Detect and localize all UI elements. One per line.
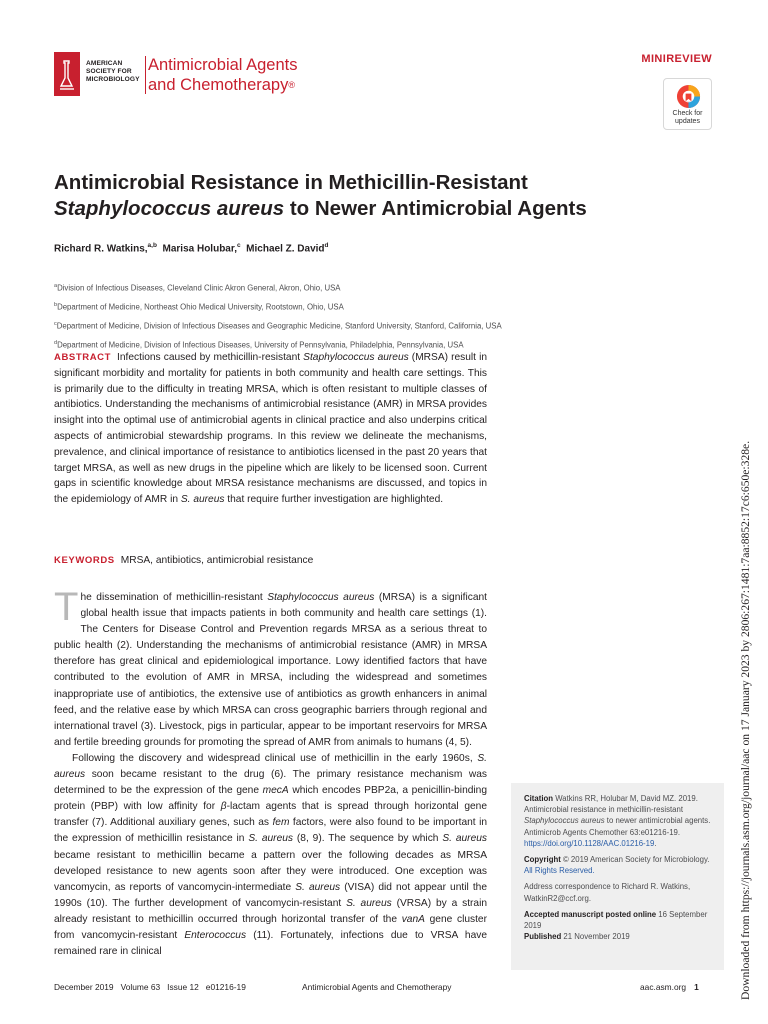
- check-updates-line-1: Check for: [672, 110, 703, 117]
- affiliation-item: $^c$Department of Medicine, Division of Infectious Diseases and Geographic Medicine, Stanford University, Stanford, California, USA: [54, 321, 502, 331]
- body-paragraph-1: The dissemination of methicillin-resistant Staphylococcus aureus (MRSA) is a significant global health issue that impacts patients in both community and health care settings (1). The Centers for Disease Control and Prevention regards MRSA as a serious threat to public health (2). Understanding the mechanisms of antimicrobial resistance (AMR) in MRSA therefore has great clinical and epidemiological importance. Lowy identified factors that have contributed to the evolution of AMR in MRSA, including the widespread and sometimes inappropriate use of antibiotics, the extensive use of antibiotics as growth enhancers in animal feed, and the relative ease by which MRSA can cross geographic barriers through regional and international travel (3). Livestock, pigs in particular, appear to be important reservoirs for MRSA and fertile breeding grounds for promoting the spread of AMR from animals to humans (4, 5).: [54, 585, 487, 748]
- journal-name-line-2: and Chemotherapy: [148, 76, 289, 94]
- published-date: Published 21 November 2019: [524, 932, 630, 942]
- footer-issue-info: December 2019 Volume 63 Issue 12 e01216-19: [54, 982, 246, 992]
- abstract: ABSTRACT Infections caused by methicillin-resistant Staphylococcus aureus (MRSA) result in significant morbidity and mortality for patients in both community and health care settings. This is primarily due to the difficulty in treating MRSA, which is often resistant to multiple classes of antibiotics. Understanding the mechanisms of antimicrobial resistance (AMR) in MRSA provides insight into the optimal use of antimicrobial agents in clinical practice and also underpins critical aspects of antimicrobial stewardship programs. In this review we delineate the mechanisms, prevalence, and clinical importance of resistance to antibiotics licensed in the past 20 years that target MRSA, as well as new drugs in the pipeline which are likely to be licensed soon. Current gaps in scientific knowledge about MRSA resistance mechanisms are discussed, and topics in the epidemiology of AMR in S. aureus that require further investigation are highlighted.: [54, 352, 487, 506]
- footer-journal-name: Antimicrobial Agents and Chemotherapy: [302, 982, 452, 992]
- journal-site-link[interactable]: aac.asm.org: [640, 982, 687, 992]
- check-updates-line-2: updates: [675, 118, 700, 125]
- keywords: [54, 555, 313, 566]
- affiliation-item: $^d$Department of Medicine, Division of Infectious Diseases, University of Pennsylvania, Philadelphia, Pennsylvania, USA: [54, 340, 464, 350]
- citation-box: [511, 783, 724, 970]
- affiliation-item: $^b$Department of Medicine, Northeast Ohio Medical University, Rootstown, Ohio, USA: [54, 302, 344, 312]
- title-line-2: to Newer Antimicrobial Agents: [284, 197, 587, 220]
- affiliation-item: $^a$Division of Infectious Diseases, Cleveland Clinic Akron General, Akron, Ohio, USA: [54, 283, 341, 293]
- body-text: [54, 585, 488, 960]
- article-type-label: MINIREVIEW: [641, 53, 712, 65]
- keywords-list: MRSA, antibiotics, antimicrobial resistance: [120, 555, 314, 566]
- title-organism: Staphylococcus aureus: [54, 197, 285, 220]
- journal-name-line-1: Antimicrobial Agents: [148, 56, 298, 74]
- author-name[interactable]: Richard R. Watkins,: [54, 243, 148, 255]
- citation-text: Citation Watkins RR, Holubar M, David MZ. 2019. Antimicrobial resistance in methicillin-resistant Staphylococcus aureus to newer antimicrobial agents. Antimicrob Agents Chemother 63:e01216-19. https://doi.org/10.1128/AAC.01216-19.: [524, 794, 711, 848]
- journal-logo: [54, 52, 314, 98]
- asm-logo-icon: [54, 52, 80, 96]
- footer-site: [640, 982, 699, 992]
- accepted-date: Accepted manuscript posted online 16 September 2019: [524, 909, 708, 931]
- journal-name: [148, 55, 298, 95]
- author-affil-mark: d: [324, 242, 329, 249]
- logo-divider: [145, 56, 146, 94]
- author-name[interactable]: Michael Z. David: [246, 243, 325, 255]
- correspondence-text: Address correspondence to Richard R. Watkins, WatkinR2@ccf.org.: [524, 882, 691, 903]
- author-name[interactable]: Marisa Holubar,: [162, 243, 237, 255]
- society-name: [86, 60, 140, 84]
- abstract-label: ABSTRACT: [54, 352, 112, 363]
- check-for-updates-button[interactable]: [663, 78, 712, 130]
- download-notice: Downloaded from https://journals.asm.org/journal/aac on 17 January 2023 by 2806:267:1481:7aa:8852:17c6:650e:328e.: [739, 440, 752, 1000]
- drop-cap: T: [54, 585, 79, 629]
- author-affil-mark: c: [236, 242, 241, 249]
- author-affil-mark: a,b: [147, 242, 157, 249]
- society-line-1: AMERICAN: [86, 60, 123, 67]
- society-line-2: SOCIETY FOR: [86, 68, 132, 75]
- doi-link[interactable]: https://doi.org/10.1128/AAC.01216-19: [524, 838, 655, 848]
- society-line-3: MICROBIOLOGY: [86, 76, 140, 83]
- affiliations: [54, 278, 502, 354]
- author-list: [54, 242, 329, 254]
- article-title: [54, 170, 674, 222]
- page-number: 1: [694, 982, 699, 992]
- registered-mark: ®: [288, 80, 295, 90]
- copyright-text: Copyright © 2019 American Society for Microbiology. All Rights Reserved.: [524, 855, 710, 876]
- body-paragraph-2: Following the discovery and widespread clinical use of methicillin in the early 1960s, S. aureus soon became resistant to the drug (6). The primary resistance mechanism was determined to be the expression of the gene mecA which encodes PBP2a, a penicillin-binding protein (PBP) with low affinity for β-lactam agents that is spread through horizontal gene transfer (7). Additional auxiliary genes, such as fem factors, were also found to be important in the expression of methicillin resistance in S. aureus (8, 9). The sequence by which S. aureus became resistant to methicillin became a pattern over the following decades as MRSA developed resistance to new agents soon after they were introduced. One exception was vancomycin, as reports of vancomycin-intermediate S. aureus (VISA) did not appear until the 1990s (10). The further development of vancomycin-resistant S. aureus (VRSA) by a strain already resistant to methicillin occurred through horizontal transfer of the vanA gene cluster from vancomycin-resistant Enterococcus (11). Fortunately, infections due to VRSA have remained rare in clinical: [54, 752, 488, 958]
- check-updates-icon: [676, 84, 701, 109]
- check-updates-label: [664, 110, 711, 126]
- keywords-label: KEYWORDS: [54, 555, 115, 566]
- title-line-1: Antimicrobial Resistance in Methicillin-Resistant: [54, 171, 528, 194]
- rights-link[interactable]: All Rights Reserved.: [524, 866, 595, 876]
